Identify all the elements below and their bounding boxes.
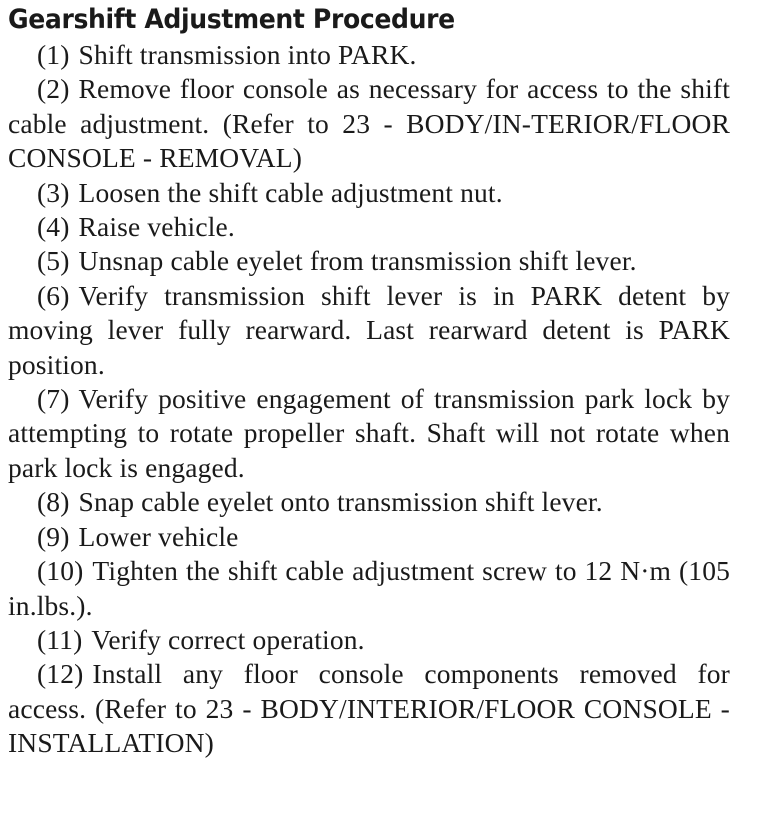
step-text: Unsnap cable eyelet from transmission shift lever.	[78, 245, 637, 277]
step-number: (12)	[37, 658, 84, 690]
step-number: (2)	[37, 73, 70, 105]
procedure-step-10	[8, 554, 730, 623]
step-number: (10)	[37, 555, 84, 587]
step-text: Raise vehicle.	[78, 211, 235, 243]
procedure-step-3	[8, 176, 730, 210]
document-page	[8, 2, 730, 761]
procedure-step-11	[8, 623, 730, 657]
step-number: (3)	[37, 176, 70, 208]
step-number: (1)	[37, 39, 70, 70]
step-number: (6)	[37, 279, 70, 311]
step-text: Shift transmission into PARK.	[78, 39, 417, 70]
procedure-step-7	[8, 382, 730, 485]
procedure-step-6	[8, 279, 730, 382]
step-text: Verify positive engagement of transmission park lock by attempting to rotate propeller shaft. Shaft will not rotate when park lock is engaged.	[8, 383, 730, 483]
step-number: (8)	[37, 486, 70, 518]
step-text: Loosen the shift cable adjustment nut.	[78, 176, 503, 208]
step-text: Install any floor console components removed for access. (Refer to 23 - BODY/INTERIOR/FLOOR CONSOLE - INSTALLATION)	[8, 658, 730, 759]
step-number: (5)	[37, 245, 70, 277]
procedure-steps	[8, 38, 730, 761]
procedure-step-2	[8, 72, 730, 175]
procedure-step-8	[8, 485, 730, 519]
step-text: Verify correct operation.	[91, 623, 365, 655]
step-text: Verify transmission shift lever is in PARK detent by moving lever fully rearward. Last rearward detent is PARK position.	[8, 279, 730, 380]
procedure-step-12	[8, 657, 730, 760]
step-text: Remove floor console as necessary for access to the shift cable adjustment. (Refer to 23 - BODY/IN-TERIOR/FLOOR CONSOLE - REMOVAL)	[8, 73, 730, 174]
procedure-step-1	[8, 38, 730, 72]
step-number: (7)	[37, 383, 70, 415]
step-text: Lower vehicle	[78, 520, 239, 552]
procedure-step-4	[8, 210, 730, 244]
step-number: (4)	[37, 211, 70, 243]
step-text: Tighten the shift cable adjustment screw to 12 N·m (105 in.lbs.).	[8, 555, 730, 621]
procedure-step-9	[8, 520, 730, 554]
procedure-step-5	[8, 244, 730, 278]
step-number: (11)	[37, 623, 83, 655]
step-number: (9)	[37, 520, 70, 552]
page-title: Gearshift Adjustment Procedure	[8, 4, 455, 35]
step-text: Snap cable eyelet onto transmission shift lever.	[78, 486, 603, 518]
